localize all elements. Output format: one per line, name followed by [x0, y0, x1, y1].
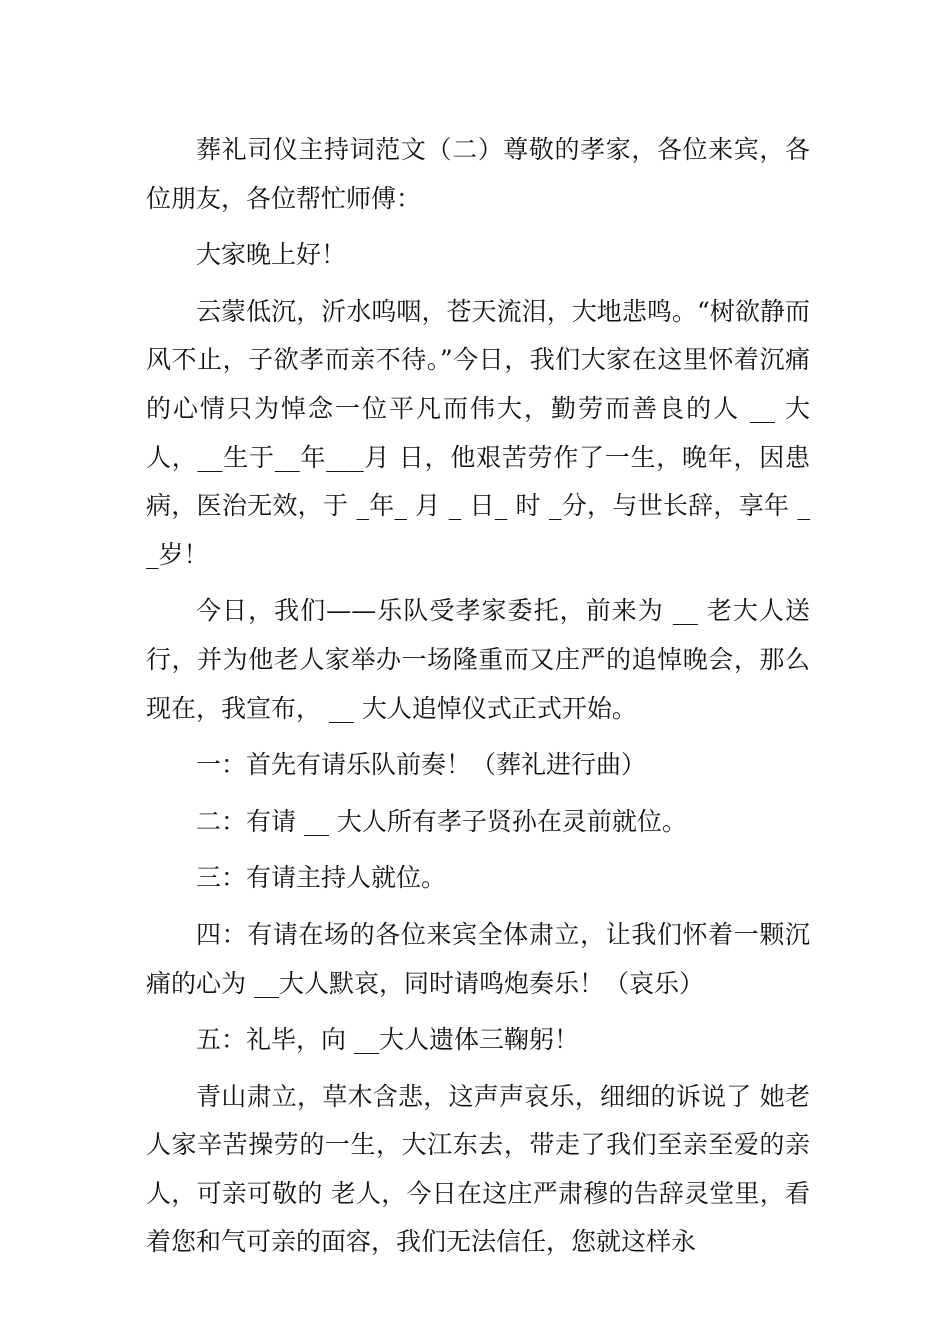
- paragraph-step-three: 三：有请主持人就位。: [196, 863, 447, 893]
- paragraph-step-two: 二：有请 __ 大人所有孝子贤孙在灵前就位。: [196, 806, 687, 836]
- paragraph-eulogy-intro: 云蒙低沉，沂水呜咽，苍天流泪，大地悲鸣。“树欲静而风不止，子欲孝而亲不待。”今日，我们大家在这里怀着沉痛的心情只为悼念一位平凡而伟大，勤劳而善良的人 __ 大人，__生于__年___月 日，他艰苦劳作了一生，晚年，因患 病，医治无效，于 _年_ 月 _ 日_ 时 _分，与世长辞，享年 __岁！: [146, 296, 818, 569]
- paragraph-title-greeting: 葬礼司仪主持词范文（二）尊敬的孝家，各位来宾，各位朋友，各位帮忙师傅：: [146, 135, 810, 213]
- paragraph-step-five: 五：礼毕，向 __大人遗体三鞠躬！: [196, 1025, 579, 1055]
- paragraph-step-one: 一：首先有请乐队前奏！（葬礼进行曲）: [196, 750, 647, 780]
- document-body: [146, 126, 818, 1275]
- paragraph-tribute: 青山肃立，草木含悲，这声声哀乐，细细的诉说了 她老人家辛苦操劳的一生，大江东去，带走了我们至亲至爱的亲人，可亲可敬的 老人，今日在这庄严肃穆的告辞灵堂里，看着您和气可亲的面容，我们无法信任，您就这样永: [146, 1081, 810, 1257]
- paragraph-ceremony-announcement: 今日，我们——乐队受孝家委托，前来为 __ 老大人送行，并为他老人家举办一场隆重而又庄严的追悼晚会，那么现在，我宣布， __ 大人追悼仪式正式开始。: [146, 596, 810, 723]
- paragraph-good-evening: 大家晚上好！: [196, 240, 347, 270]
- paragraph-step-four: 四：有请在场的各位来宾全体肃立，让我们怀着一颗沉痛的心为 __大人默哀，同时请鸣炮奏乐！（哀乐）: [146, 919, 810, 998]
